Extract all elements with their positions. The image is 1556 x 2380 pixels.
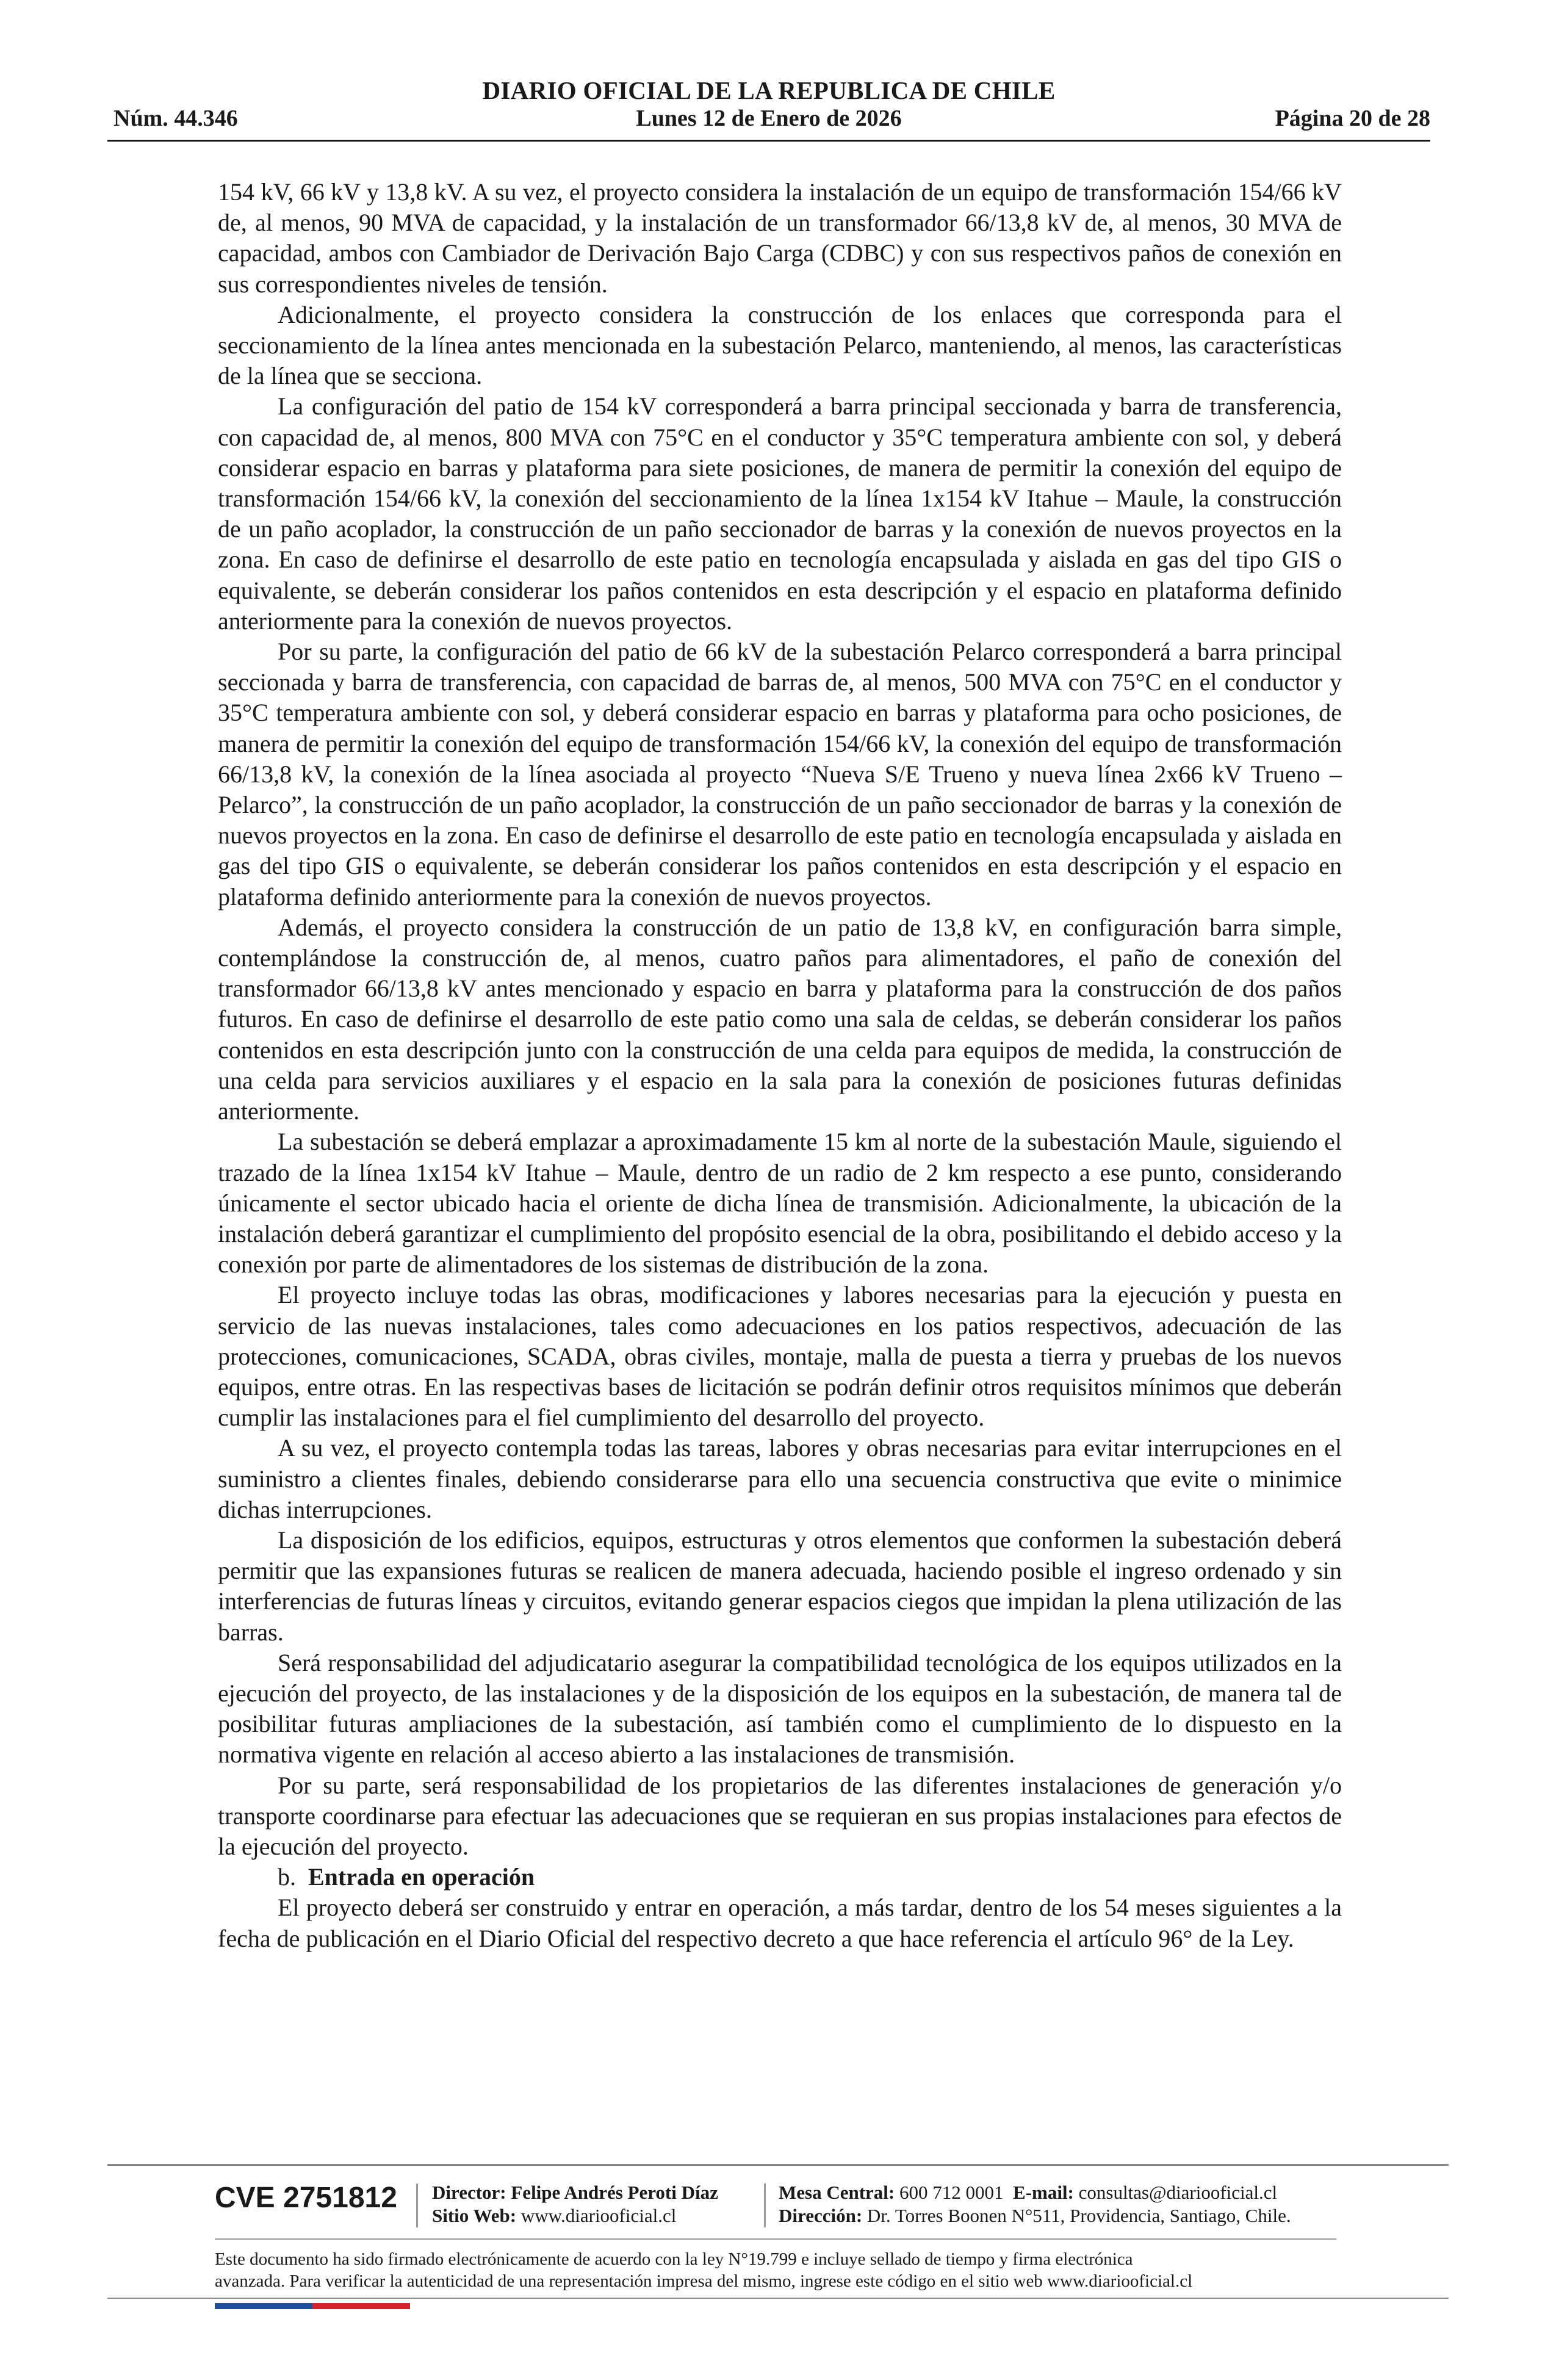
flag-stripe-red <box>312 2303 410 2309</box>
address-line <box>779 2204 1291 2227</box>
body-paragraph: La configuración del patio de 154 kV corresponderá a barra principal seccionada y barra de transferencia, con capacidad de, al menos, 800 MVA con 75°C en el conductor y 35°C temperatura ambiente con sol, y deberá considerar espacio en barras y plataforma para siete posiciones, de manera de permitir la conexión del equipo de transformación 154/66 kV, la conexión del seccionamiento de la línea 1x154 kV Itahue – Maule, la construcción de un paño acoplador, la construcción de un paño seccionador de barras y la conexión de nuevos proyectos en la zona. En caso de definirse el desarrollo de este patio en tecnología encapsulada y aislada en gas del tipo GIS o equivalente, se deberán considerar los paños contenidos en esta descripción y el espacio en plataforma definido anteriormente para la conexión de nuevos proyectos. <box>218 392 1342 635</box>
website-link[interactable]: www.diariooficial.cl <box>520 2205 677 2226</box>
publication-date: Lunes 12 de Enero de 2026 <box>636 106 902 131</box>
footer-director-block <box>432 2181 718 2227</box>
body-paragraph: El proyecto deberá ser construido y entrar en operación, a más tardar, dentro de los 54 meses siguientes a la fecha de publicación en el Diario Oficial del respectivo decreto a que hace referencia el artículo 96° de la Ley. <box>218 1894 1342 1952</box>
body-paragraph: A su vez, el proyecto contempla todas las tareas, labores y obras necesarias para evitar interrupciones en el suministro a clientes finales, debiendo considerarse para ello una secuencia constructiva que evite o minimice dichas interrupciones. <box>218 1434 1342 1523</box>
email-link[interactable]: consultas@diariooficial.cl <box>1078 2182 1278 2203</box>
document-body <box>218 177 1342 1954</box>
body-paragraph: Por su parte, será responsabilidad de los propietarios de las diferentes instalaciones de generación y/o transporte coordinarse para efectuar las adecuaciones que se requieran en sus propias instalaciones para efectos de la ejecución del proyecto. <box>218 1771 1342 1860</box>
footer-contact-block <box>779 2181 1291 2227</box>
footer-divider-mid <box>215 2238 1336 2240</box>
body-paragraph: Por su parte, la configuración del patio de 66 kV de la subestación Pelarco corresponderá a barra principal seccionada y barra de transferencia, con capacidad de barras de, al menos, 500 MVA con 75°C en el conductor y 35°C temperatura ambiente con sol, y deberá considerar espacio en barras y plataforma para ocho posiciones, de manera de permitir la conexión del equipo de transformación 154/66 kV, la conexión del equipo de transformación 66/13,8 kV, la conexión de la línea asociada al proyecto “Nueva S/E Trueno y nueva línea 2x66 kV Trueno – Pelarco”, la construcción de un paño acoplador, la construcción de un paño seccionador de barras y la conexión de nuevos proyectos en la zona. En caso de definirse el desarrollo de este patio en tecnología encapsulada y aislada en gas del tipo GIS o equivalente, se deberán considerar los paños contenidos en esta descripción y el espacio en plataforma definido anteriormente para la conexión de nuevos proyectos. <box>218 638 1342 911</box>
website-label: Sitio Web: <box>432 2205 517 2226</box>
body-paragraph: Será responsabilidad del adjudicatario asegurar la compatibilidad tecnológica de los equipos utilizados en la ejecución del proyecto, de las instalaciones y de la disposición de los equipos en la subestación, de manera tal de posibilitar futuras ampliaciones de la subestación, así también como el cumplimiento de lo dispuesto en la normativa vigente en relación al acceso abierto a las instalaciones de transmisión. <box>218 1648 1342 1769</box>
director-label: Director: <box>432 2182 506 2203</box>
director-line <box>432 2181 718 2204</box>
footer-divider-bottom <box>107 2298 1449 2299</box>
flag-stripe <box>215 2303 410 2309</box>
footer-separator <box>764 2183 766 2227</box>
page-header <box>107 73 1430 142</box>
footer-divider-top <box>107 2164 1449 2166</box>
body-paragraph: La disposición de los edificios, equipos, estructuras y otros elementos que conformen la subestación deberá permitir que las expansiones futuras se realicen de manera adecuada, haciendo posible el ingreso ordenado y sin interferencias de futuras líneas y circuitos, evitando generar espacios ciegos que impidan la plena utilización de las barras. <box>218 1526 1342 1646</box>
section-heading <box>218 1862 1342 1892</box>
address-label: Dirección: <box>779 2205 863 2226</box>
flag-stripe-blue <box>215 2303 312 2309</box>
body-paragraph: 154 kV, 66 kV y 13,8 kV. A su vez, el proyecto considera la instalación de un equipo de transformación 154/66 kV de, al menos, 90 MVA de capacidad, y la instalación de un transformador 66/13,8 kV de, al menos, 30 MVA de capacidad, ambos con Cambiador de Derivación Bajo Carga (CDBC) y con sus respectivos paños de conexión en sus correspondientes niveles de tensión. <box>218 178 1342 298</box>
contact-line <box>779 2181 1291 2204</box>
phone-number: 600 712 0001 <box>899 2182 1004 2203</box>
website-line <box>432 2204 718 2227</box>
email-label: E-mail: <box>1013 2182 1074 2203</box>
footer-separator <box>416 2183 418 2227</box>
body-paragraph: Adicionalmente, el proyecto considera la construcción de los enlaces que corresponda para el seccionamiento de la línea antes mencionada en la subestación Pelarco, manteniendo, al menos, las características de la línea que se secciona. <box>218 300 1342 390</box>
phone-label: Mesa Central: <box>779 2182 895 2203</box>
director-name: Felipe Andrés Peroti Díaz <box>511 2182 718 2203</box>
legal-notice <box>215 2248 1350 2292</box>
cve-code: CVE 2751812 <box>215 2182 397 2214</box>
legal-line: avanzada. Para verificar la autenticidad de una representación impresa del mismo, ingrese este código en el sitio web www.diariooficial.cl <box>215 2271 1193 2291</box>
header-divider <box>107 140 1430 142</box>
issue-number: Núm. 44.346 <box>113 106 238 131</box>
legal-line: Este documento ha sido firmado electrónicamente de acuerdo con la ley N°19.799 e incluye sellado de tiempo y firma electrónica <box>215 2249 1133 2269</box>
section-title: Entrada en operación <box>308 1863 535 1891</box>
body-paragraph: La subestación se deberá emplazar a aproximadamente 15 km al norte de la subestación Maule, siguiendo el trazado de la línea 1x154 kV Itahue – Maule, dentro de un radio de 2 km respecto a ese punto, considerando únicamente el sector ubicado hacia el oriente de dicha línea de transmisión. Adicionalmente, la ubicación de la instalación deberá garantizar el cumplimiento del propósito esencial de la obra, posibilitando el debido acceso y la conexión por parte de alimentadores de los sistemas de distribución de la zona. <box>218 1128 1342 1278</box>
publication-title: DIARIO OFICIAL DE LA REPUBLICA DE CHILE <box>482 76 1056 104</box>
body-paragraph: Además, el proyecto considera la construcción de un patio de 13,8 kV, en configuración barra simple, contemplándose la construcción de, al menos, cuatro paños para alimentadores, el paño de conexión del transformador 66/13,8 kV antes mencionado y espacio en barra y plataforma para la construcción de dos paños futuros. En caso de definirse el desarrollo de este patio como una sala de celdas, se deberán considerar los paños contenidos en esta descripción junto con la construcción de una celda para equipos de medida, la construcción de una celda para servicios auxiliares y el espacio en la sala para la conexión de posiciones futuras definidas anteriormente. <box>218 913 1342 1125</box>
body-paragraph: El proyecto incluye todas las obras, modificaciones y labores necesarias para la ejecución y puesta en servicio de las nuevas instalaciones, tales como adecuaciones en los patios respectivos, adecuación de las protecciones, comunicaciones, SCADA, obras civiles, montaje, malla de puesta a tierra y pruebas de los nuevos equipos, entre otras. En las respectivas bases de licitación se podrán definir otros requisitos mínimos que deberán cumplir las instalaciones para el fiel cumplimiento del desarrollo del proyecto. <box>218 1281 1342 1432</box>
section-letter: b. <box>278 1863 296 1891</box>
address-value: Dr. Torres Boonen N°511, Providencia, Santiago, Chile. <box>866 2205 1291 2226</box>
page-indicator: Página 20 de 28 <box>1275 106 1430 131</box>
